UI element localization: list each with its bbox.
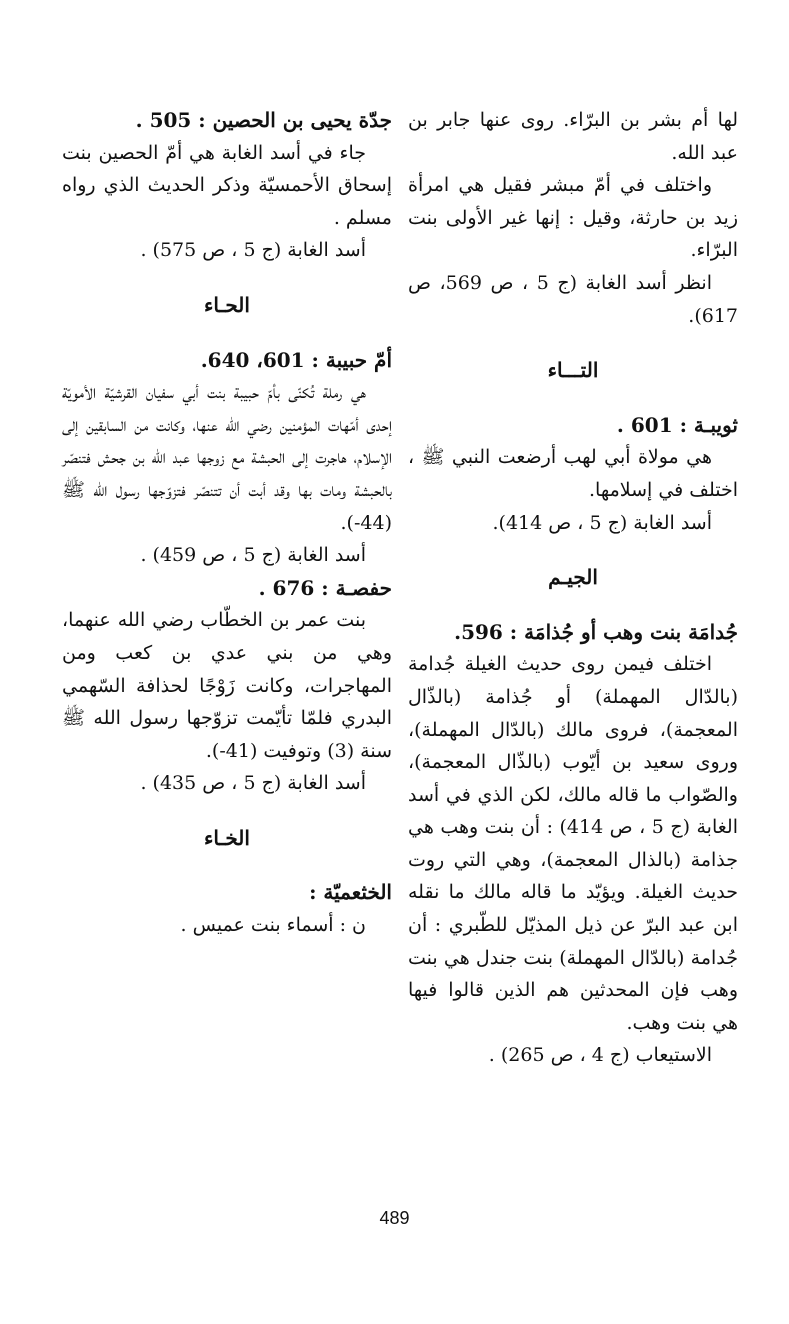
entry-text: ن : أسماء بنت عميس . [180, 914, 366, 937]
section-title-ha: الحـاء [204, 292, 250, 317]
entry-heading: جدّة يحيى بن الحصين : 505 . [135, 108, 392, 132]
paragraph: واختلف في أمّ مبشر فقيل هي امرأة زيد بن حارثة، وقيل : إنها غير الأولى بنت البرّاء. [408, 174, 738, 262]
right-column [408, 104, 738, 1072]
section-title-ta: التـــاء [547, 358, 599, 383]
source-citation: أسد الغابة (ج 5 ، ص 435) . [140, 772, 366, 795]
entry-text: اختلف فيمن روى حديث الغيلة جُدامة (بالدّال المهملة) أو جُذامة (بالذّال المعجمة)، فروى مالك (بالدّال المهملة)، وروى سعيد بن أيّوب (بالذّال المعجمة)، والصّواب ما قاله مالك، لكن الذي في أسد الغابة (ج 5 ، ص 414) : أن بنت وهب هي جذامة (بالذال المعجمة)، وهي التي روت حديث الغيلة. ويؤيّد ما قاله مالك ما نقله ابن عبد البرّ عن ذيل المذيّل للطّبري : أن جُدامة (بالدّال المهملة) بنت جندل هي بنت وهب فإن المحدثين هم الذين قالوا فيها هي بنت وهب. [408, 653, 738, 1034]
source-citation: أسد الغابة (ج 5 ، ص 459) . [140, 544, 366, 567]
entry-text: هي رملة تُكنّى بأمّ حبيبة بنت أبي سفيان القرشيّة الأمويّة إحدى أمّهات المؤمنين رضي الله عنها، وكانت من السابقين إلى الإسلام، هاجرت إلى الحبشة مع زوجها عبد الله بن جحش فتنصّر بالحبشة ومات بها وقد أبت أن تتنصّر فتزوّجها رسول الله ﷺ (44-). [62, 381, 392, 534]
entry-text: هي مولاة أبي لهب أرضعت النبي ﷺ ، اختلف في إسلامها. [408, 446, 738, 501]
entry-heading: أمّ حبيبة : 601، 640. [200, 347, 392, 372]
entry-heading: جُدامَة بنت وهب أو جُذامَة : 596. [454, 619, 738, 644]
source-citation: انظر أسد الغابة (ج 5 ، ص 569، ص 617). [408, 271, 738, 327]
section-title-jim: الجيـم [548, 565, 598, 590]
page-number: 489 [379, 1208, 410, 1228]
entry-text: بنت عمر بن الخطّاب رضي الله عنهما، وهي من بني عدي بن كعب ومن المهاجرات، وكانت زَوْجًا لحذافة السّهمي البدري فلمّا تأيّمت تزوّجها رسول الله ﷺ سنة (3) وتوفيت (41-). [62, 609, 392, 762]
entry-heading: الخثعميّة : [309, 880, 392, 905]
entry-heading: حفصـة : 676 . [258, 575, 392, 600]
section-title-kha: الخـاء [204, 825, 250, 850]
source-citation: أسد الغابة (ج 5 ، ص 414). [492, 511, 712, 534]
source-citation: أسد الغابة (ج 5 ، ص 575) . [140, 239, 366, 262]
left-column [62, 104, 392, 942]
entry-text: جاء في أسد الغابة هي أمّ الحصين بنت إسحاق الأحمسيّة وذكر الحديث الذي رواه مسلم . [62, 141, 392, 229]
source-citation: الاستيعاب (ج 4 ، ص 265) . [488, 1044, 712, 1067]
entry-heading: ثويبـة : 601 . [616, 412, 738, 437]
paragraph: لها أم بشر بن البرّاء. روى عنها جابر بن عبد الله. [408, 109, 738, 164]
